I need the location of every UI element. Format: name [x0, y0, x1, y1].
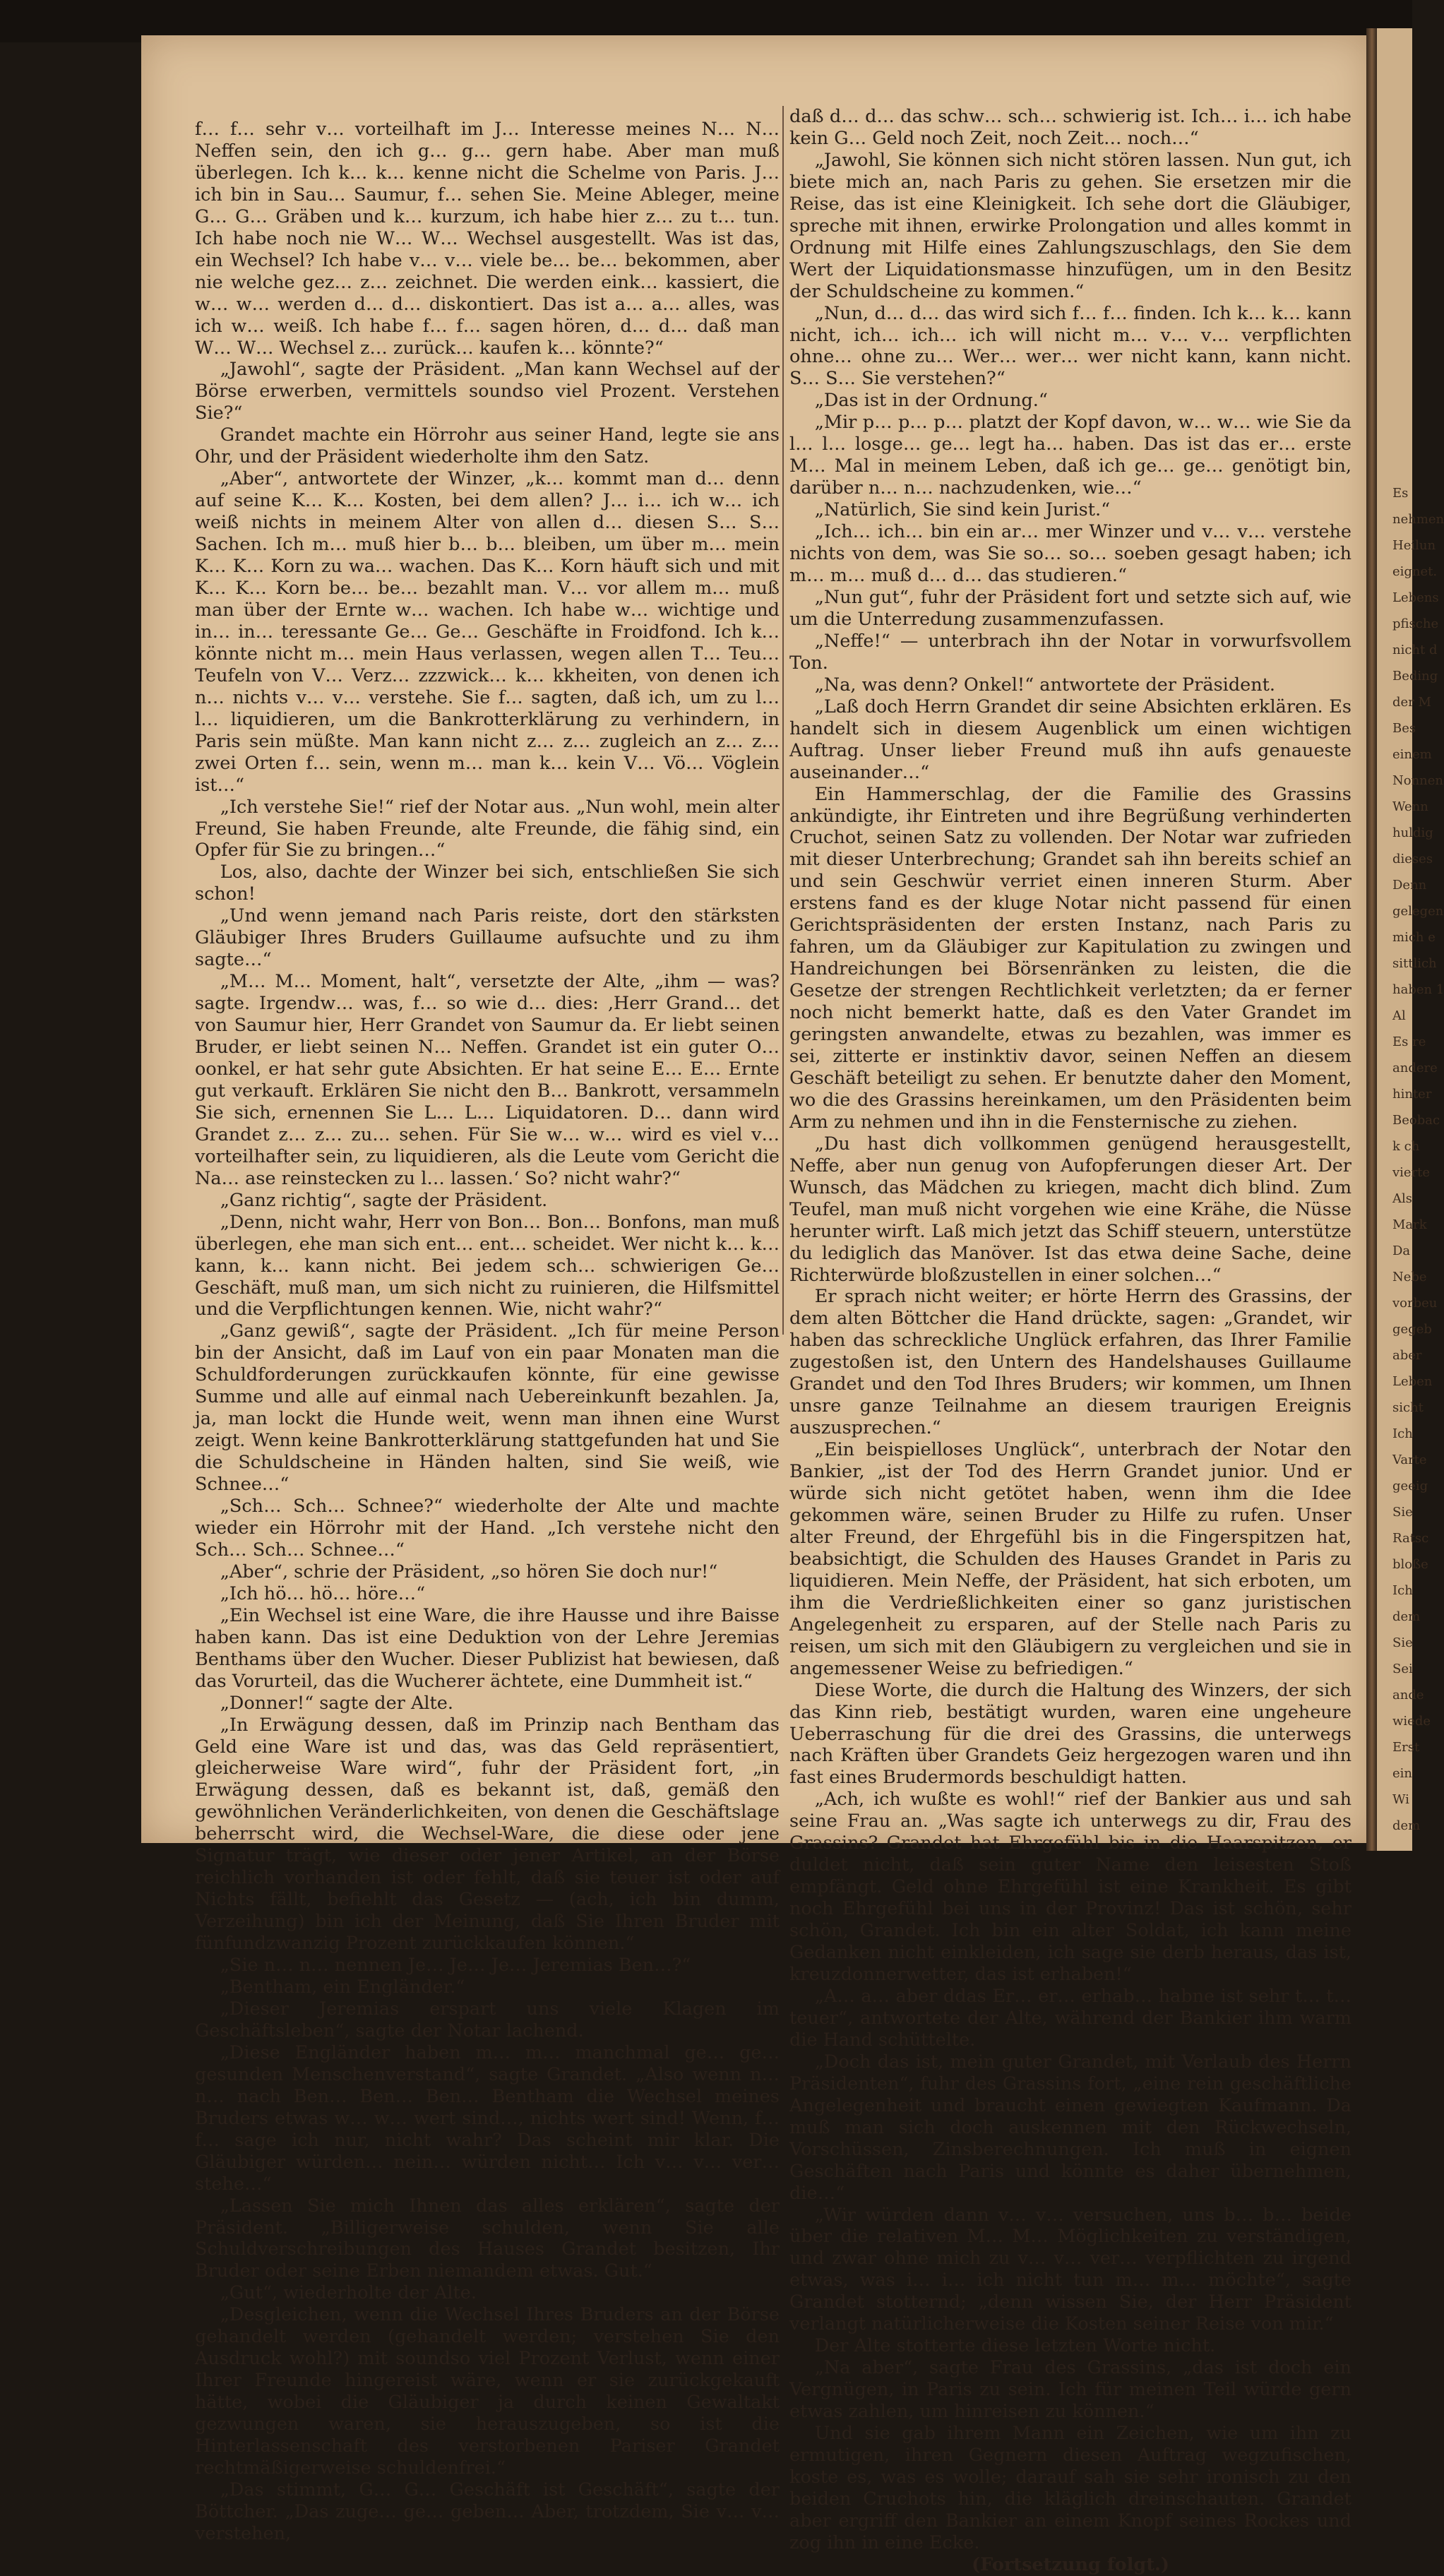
paragraph: Er sprach nicht weiter; er hörte Herrn des Grassins, der dem alten Böttcher die Hand drückte, sagen: „Grandet, wir haben das schreckliche Unglück erfahren, das Ihrer Familie zugestoßen ist, den Untern des Handelshauses Guillaume Grandet und den Tod Ihres Bruders; wir kommen, um Ihnen unsre ganze Teilnahme an diesem traurigen Ereignis auszusprechen.“: [789, 1286, 1351, 1439]
paragraph: „Ein beispielloses Unglück“, unterbrach der Notar den Bankier, „ist der Tod des Herrn Grandet junior. Und er würde sich nicht getötet haben, wenn ihm die Idee gekommen wäre, seinen Bruder zu Hilfe zu rufen. Unser alter Freund, der Ehrgefühl bis in die Fingerspitzen hat, beabsichtigt, die Schulden des Hauses Grandet in Paris zu liquidieren. Mein Neffe, der Präsident, hat sich erboten, um ihm die Verdrießlichkeiten einer so ganz juristischen Angelegenheit zu ersparen, auf der Stelle nach Paris zu reisen, um sich mit den Gläubigern zu vergleichen und sie in angemessener Weise zu befriedigen.“: [789, 1439, 1351, 1679]
paragraph: Und sie gab ihrem Mann ein Zeichen, wie um ihn zu ermutigen, ihren Gegnern diesen Auftrag wegzufischen, koste es, was es wolle; darauf sah sie sehr ironisch zu den beiden Cruchots hin, die kläglich dreinschauten. Grandet aber ergriff den Bankier an einem Knopf seines Rockes und zog ihn in eine Ecke.: [789, 2423, 1351, 2553]
paragraph: „A… a… aber ddas Er… er… erhab… habne ist sehr t… t… teuer“, antwortete der Alte, während der Bankier ihm warm die Hand schüttelte.: [789, 1985, 1351, 2051]
adjacent-page-fragment: Leben: [1392, 1374, 1433, 1389]
adjacent-page-fragment: Beobac: [1392, 1113, 1440, 1128]
adjacent-page-fragment: bloße: [1392, 1557, 1428, 1572]
paragraph: „Jawohl“, sagte der Präsident. „Man kann Wechsel auf der Börse erwerben, vermittels soundso viel Prozent. Verstehen Sie?“: [195, 359, 780, 424]
adjacent-page-fragment: dem: [1392, 1609, 1421, 1624]
paragraph: „Und wenn jemand nach Paris reiste, dort den stärksten Gläubiger Ihres Bruders Guillaume aufsuchte und zu ihm sagte…“: [195, 905, 780, 971]
adjacent-page-fragment: Es: [1392, 486, 1409, 501]
adjacent-page-fragment: vorbeu: [1392, 1296, 1438, 1311]
paragraph: „Diese Engländer haben m… m… manchmal ge… ge… gesunden Menschenverstand“, sagte Grandet. „Also wenn n… n… nach Ben… Ben… Ben… Bentham die Wechsel meines Bruders etwas w… w… wert sind…, nichts wert sind! Wenn, f… f… sage ich nur, nicht wahr? Das scheint mir klar. Die Gläubiger würden… nein… würden nicht… Ich v… v… ver… stehe…“: [195, 2041, 780, 2195]
adjacent-page-fragment: Erst: [1392, 1740, 1420, 1755]
adjacent-page-fragment: Al: [1392, 1008, 1406, 1023]
adjacent-page-fragment: Da: [1392, 1244, 1411, 1258]
paragraph: „Das stimmt, G… G… Geschäft ist Geschäft“, sagte der Böttcher. „Das zuge… ge… geben… Aber, trotzdem, Sie v… v… verstehen,: [195, 2479, 780, 2544]
right-column: [789, 106, 1351, 2576]
adjacent-page-fragment: Mark: [1392, 1217, 1427, 1232]
adjacent-page-fragment: einem: [1392, 747, 1432, 762]
paragraph: „Doch das ist, mein guter Grandet, mit Verlaub des Herrn Präsidenten“, fuhr des Grassins fort, „eine rein geschäftliche Angelegenheit und braucht einen gewiegten Kaufmann. Da muß man sich doch auskennen mit den Rückwechseln, Vorschüssen, Zinsberechnungen. Ich muß in eignen Geschäften nach Paris und könnte es daher übernehmen, die…“: [789, 2051, 1351, 2204]
adjacent-page-fragment: huldig: [1392, 825, 1433, 840]
paragraph: „Jawohl, Sie können sich nicht stören lassen. Nun gut, ich biete mich an, nach Paris zu gehen. Sie ersetzen mir die Reise, das ist eine Kleinigkeit. Ich sehe dort die Gläubiger, spreche mit ihnen, erwirke Prolongation und alles kommt in Ordnung mit Hilfe eines Zahlungszuschlags, den Sie dem Wert der Liquidationsmasse hinzufügen, um in den Besitz der Schuldscheine zu kommen.“: [789, 149, 1351, 302]
adjacent-page-fragment: Denn: [1392, 878, 1427, 893]
adjacent-page-fragment: Lebens: [1392, 590, 1439, 605]
paragraph: „Natürlich, Sie sind kein Jurist.“: [814, 499, 1111, 521]
adjacent-page-fragment: dem: [1392, 1818, 1421, 1833]
adjacent-page-fragment: Es re: [1392, 1034, 1426, 1049]
book-spine: [1366, 28, 1378, 1851]
paragraph: „Ein Wechsel ist eine Ware, die ihre Hausse und ihre Baisse haben kann. Das ist eine Deduktion von der Lehre Jeremias Benthams über den Wucher. Dieser Publizist hat bewiesen, daß das Vorurteil, das die Wucherer ächtete, eine Dummheit ist.“: [195, 1604, 780, 1692]
paragraph: Los, also, dachte der Winzer bei sich, entschließen Sie sich schon!: [195, 861, 780, 905]
adjacent-page-fragment: Varte: [1392, 1453, 1427, 1467]
paragraph: „Nun, d… d… das wird sich f… f… finden. Ich k… k… kann nicht, ich… ich… ich will nicht m… v… v… verpflichten ohne… ohne zu… Wer… wer… wer nicht kann, kann nicht. S… S… Sie verstehen?“: [789, 302, 1351, 390]
paragraph: „Na, was denn? Onkel!“ antwortete der Präsident.: [814, 674, 1276, 696]
paragraph: „Na aber“, sagte Frau des Grassins, „das ist doch ein Vergnügen, in Paris zu sein. Ich für meinen Teil würde gern etwas zahlen, um hinreisen zu können.“: [789, 2357, 1351, 2423]
adjacent-page-fragment: aber: [1392, 1348, 1422, 1363]
paragraph: „Desgleichen, wenn die Wechsel Ihres Bruders an der Börse gehandelt werden (gehandelt werden; verstehen Sie den Ausdruck wohl?) mit soundso viel Prozent Verlust, wenn einer Ihrer Freunde hingereist wäre, wenn er sie zurückgekauft hätte, wobei die Gläubiger ja durch keinen Gewaltakt gezwungen waren, sie herauszugeben, so ist die Hinterlassenschaft des verstorbenen Pariser Grandet rechtmäßigerweise schuldenfrei.“: [195, 2304, 780, 2479]
adjacent-page-fragment: andere: [1392, 1061, 1438, 1075]
paragraph: Diese Worte, die durch die Haltung des Winzers, der sich das Kinn rieb, bestätigt wurden, waren eine ungeheure Ueberraschung für die drei des Grassins, die unterwegs nach Kräften über Grandets Geiz hergezogen waren und ihn fast eines Brudermords beschuldigt hatten.: [789, 1679, 1351, 1789]
continuation-note: (Fortsetzung folgt.): [972, 2553, 1169, 2575]
adjacent-page-fragment: Heilun: [1392, 538, 1436, 553]
adjacent-page-fragment: geeig: [1392, 1479, 1428, 1493]
paragraph: Grandet machte ein Hörrohr aus seiner Hand, legte sie ans Ohr, und der Präsident wiederholte ihm den Satz.: [195, 424, 780, 468]
adjacent-page-fragment: pfische: [1392, 616, 1439, 631]
adjacent-page-fragment: wiede: [1392, 1714, 1431, 1729]
paragraph: „Sch… Sch… Schnee?“ wiederholte der Alte und machte wieder ein Hörrohr mit der Hand. „Ich verstehe nicht den Sch… Sch… Schnee…“: [195, 1496, 780, 1561]
paragraph: „Mir p… p… p… platzt der Kopf davon, w… w… wie Sie da l… l… losge… ge… legt ha… haben. Das ist das er… erste M… Mal in meinem Leben, daß ich ge… ge… genötigt bin, darüber n… n… nachzudenken, wie…“: [789, 412, 1351, 499]
paragraph: „Bentham, ein Engländer.“: [220, 1976, 465, 1998]
adjacent-page-fragment: eignet.: [1392, 564, 1438, 579]
paragraph: „Du hast dich vollkommen genügend herausgestellt, Neffe, aber nun genug von Aufopferungen dieser Art. Der Wunsch, das Mädchen zu kriegen, macht dich blind. Zum Teufel, man muß nicht vorgehen wie eine Krähe, die Nüsse herunter wirft. Laß mich jetzt das Schiff steuern, unterstütze du lediglich das Manöver. Ist das etwa deine Sache, deine Richterwürde bloßzustellen in einer solchen…“: [789, 1133, 1351, 1286]
paragraph: „Ganz richtig“, sagte der Präsident.: [220, 1189, 548, 1211]
adjacent-page-fragment: ande: [1392, 1688, 1424, 1703]
adjacent-page-fragment: Ich: [1392, 1583, 1413, 1598]
adjacent-page-fragment: mich e: [1392, 930, 1436, 945]
paragraph: „Ich… ich… bin ein ar… mer Winzer und v… v… verstehe nichts von dem, was Sie so… so… soeben gesagt haben; ich m… m… muß d… d… das studieren.“: [789, 521, 1351, 587]
adjacent-page-fragment: Wi: [1392, 1792, 1409, 1807]
paragraph: „Ach, ich wußte es wohl!“ rief der Bankier aus und sah seine Frau an. „Was sagte ich unterwegs zu dir, Frau des Grassins? Grandet hat Ehrgefühl bis in die Haarspitzen, er duldet nicht, daß sein guter Name den leisesten Stoß empfängt. Geld ohne Ehrgefühl ist eine Krankheit. Es gibt noch Ehrgefühl bei uns in der Provinz! Das ist schön, sehr schön, Grandet. Ich bin ein alter Soldat, ich kann meine Gedanken nicht einkleiden, ich sage sie derb heraus, das ist, kreuzdonnerwetter, das ist erhaben!“: [789, 1789, 1351, 1986]
adjacent-page-fragment: Nonnen: [1392, 773, 1444, 788]
adjacent-page-fragment: Ich: [1392, 1426, 1413, 1441]
paragraph: „Laß doch Herrn Grandet dir seine Absichten erklären. Es handelt sich in diesem Augenblick um einen wichtigen Auftrag. Unser lieber Freund muß ihn aufs genaueste auseinander…“: [789, 696, 1351, 783]
adjacent-page-fragment: vierte: [1392, 1165, 1431, 1180]
adjacent-page-fragment: dieses: [1392, 852, 1433, 866]
paragraph: „Lassen Sie mich Ihnen das alles erklären“, sagte der Präsident. „Billigerweise schulden, wenn Sie alle Schuldverschreibungen des Hauses Grandet besitzen, Ihr Bruder oder seine Erben niemandem etwas. Gut.“: [195, 2195, 780, 2282]
adjacent-page-fragment: Ratsc: [1392, 1531, 1429, 1546]
paragraph: „Ich verstehe Sie!“ rief der Notar aus. „Nun wohl, mein alter Freund, Sie haben Freunde, alte Freunde, die fähig sind, ein Opfer für Sie zu bringen…“: [195, 796, 780, 861]
left-column: [195, 119, 780, 2545]
adjacent-page-fragment: Beding: [1392, 669, 1438, 684]
adjacent-page-fragment: gelegen: [1392, 904, 1444, 919]
adjacent-page-fragment: nicht d: [1392, 643, 1438, 657]
paragraph: „Ich hö… hö… höre…“: [220, 1582, 426, 1604]
adjacent-page-edge: [1377, 28, 1444, 1851]
adjacent-page-fragment: Wenn: [1392, 799, 1428, 814]
adjacent-page-fragment: hinter: [1392, 1087, 1432, 1102]
adjacent-page-fragment: sicht: [1392, 1400, 1424, 1415]
column-divider: [782, 106, 784, 1335]
paragraph: „Das ist in der Ordnung.“: [814, 390, 1048, 412]
adjacent-page-fragment: nehmen: [1392, 512, 1444, 527]
paragraph: „Gut“, wiederholte der Alte.: [220, 2282, 477, 2304]
adjacent-page-fragment: der M: [1392, 695, 1431, 710]
paragraph: f… f… sehr v… vorteilhaft im J… Interesse meines N… N… Neffen sein, den ich g… g… gern habe. Aber man muß überlegen. Ich k… k… kenne nicht die Schelme von Paris. J… ich bin in Sau… Saumur, f… sehen Sie. Meine Ableger, meine G… G… Gräben und k… kurzum, ich habe hier z… zu t… tun. Ich habe noch nie W… W… Wechsel ausgestellt. Was ist das, ein Wechsel? Ich habe v… v… viele be… be… bekommen, aber nie welche gez… z… zeichnet. Die werden eink… kassiert, die w… w… werden d… d… diskontiert. Das ist a… a… alles, was ich w… weiß. Ich habe f… f… sagen hören, d… d… daß man W… W… Wechsel z… zurück… kaufen k… könnte?“: [195, 119, 780, 359]
paragraph: „M… M… Moment, halt“, versetzte der Alte, „ihm — was? sagte. Irgendw… was, f… so wie d… dies: ‚Herr Grand… det von Saumur hier, Herr Grandet von Saumur da. Er liebt seinen Bruder, er liebt seinen N… Neffen. Grandet ist ein guter O… oonkel, er hat sehr gute Absichten. Er hat seine E… E… Ernte gut verkauft. Erklären Sie nicht den B… Bankrott, versammeln Sie sich, ernennen Sie L… L… Liquidatoren. D… dann wird Grandet z… z… zu… sehen. Für Sie w… w… wird es viel v… vorteilhafter sein, zu liquidieren, als die Leute vom Gericht die Na… ase reinstecken zu l… lassen.‘ So? nicht wahr?“: [195, 971, 780, 1189]
adjacent-page-fragment: haben 1: [1392, 982, 1444, 997]
paragraph: „Wir würden dann v… v… versuchen, uns b… b… beide über die relativen M… M… Möglichkeiten zu verständigen, und zwar ohne mich zu v… v… ver… verpflichten zu irgend etwas, was i… i… ich nicht tun m… m… möchte“, sagte Grandet stotternd; „denn wissen Sie, der Herr Präsident verlangt natürlicherweise die Kosten seiner Reise von mir.“: [789, 2204, 1351, 2335]
adjacent-page-fragment: Nebe: [1392, 1270, 1427, 1284]
paragraph: „Aber“, antwortete der Winzer, „k… kommt man d… denn auf seine K… K… Kosten, bei dem allen? J… i… ich w… ich weiß nichts in meinem Alter von allen d… diesen S… S… Sachen. Ich m… muß hier b… b… bleiben, um über m… mein K… K… Korn zu wa… wachen. Das K… Korn häuft sich und mit K… K… Korn be… be… bezahlt man. V… vor allem m… muß man über der Ernte w… wachen. Ich habe w… wichtige und in… in… teressante Ge… Ge… Geschäfte in Froidfond. Ich k… könnte nicht m… mein Haus verlassen, wegen allen T… Teu… Teufeln von V… Verz… zzzwick… k… kkheiten, von denen ich n… nichts v… v… verstehe. Sie f… sagten, daß ich, um zu l… l… liquidieren, um die Bankrotterklärung zu verhindern, in Paris sein müßte. Man kann nicht z… z… zugleich an z… z… zwei Orten f… sein, wenn m… man k… kein V… Vö… Vöglein ist…“: [195, 468, 780, 796]
adjacent-page-fragment: Bes: [1392, 721, 1416, 736]
paragraph: „In Erwägung dessen, daß im Prinzip nach Bentham das Geld eine Ware ist und das, was das Geld repräsentiert, gleicherweise Ware wird“, fuhr der Präsident fort, „in Erwägung dessen, daß es bekannt ist, daß, gemäß den gewöhnlichen Veränderlichkeiten, von denen die Geschäftslage beherrscht wird, die Wechsel-Ware, die diese oder jene Signatur trägt, wie dieser oder jener Artikel, an der Börse reichlich vorhanden ist oder fehlt, daß sie teuer ist oder auf Nichts fällt, befiehlt das Gesetz — (ach, ich bin dumm, Verzeihung) bin ich der Meinung, daß Sie Ihren Bruder mit fünfundzwanzig Prozent zurückkaufen können.“: [195, 1714, 780, 1955]
paragraph: „Dieser Jeremias erspart uns viele Klagen im Geschäftsleben“, sagte der Notar lachend.: [195, 1998, 780, 2041]
paragraph: „Neffe!“ — unterbrach ihn der Notar in vorwurfsvollem Ton.: [789, 630, 1351, 674]
paragraph: „Aber“, schrie der Präsident, „so hören Sie doch nur!“: [220, 1561, 718, 1582]
paragraph: daß d… d… das schw… sch… schwierig ist. Ich… i… ich habe kein G… Geld noch Zeit, noch Zeit… noch…“: [789, 106, 1351, 149]
adjacent-page-text: [1377, 480, 1444, 1839]
paragraph: „Nun gut“, fuhr der Präsident fort und setzte sich auf, wie um die Unterredung zusammenzufassen.: [789, 586, 1351, 630]
adjacent-page-fragment: Sei: [1392, 1662, 1413, 1676]
paragraph: Der Alte stotterte diese letzten Worte nicht.: [814, 2335, 1216, 2357]
paragraph: „Sie n… n… nennen Je… Je… Je… Jeremias Ben…?“: [220, 1955, 691, 1976]
adjacent-page-fragment: ein: [1392, 1766, 1413, 1781]
paragraph: „Denn, nicht wahr, Herr von Bon… Bon… Bonfons, man muß überlegen, ehe man sich ent… ent… scheidet. Wer nicht k… k… kann, k… kann nicht. Bei jedem sch… schwierigen Ge… Geschäft, muß man, um sich nicht zu ruinieren, die Hilfsmittel und die Verpflichtungen kennen. Wie, nicht wahr?“: [195, 1211, 780, 1320]
adjacent-page-fragment: Als: [1392, 1191, 1412, 1206]
adjacent-page-fragment: sittlich: [1392, 956, 1437, 971]
adjacent-page-fragment: k ch: [1392, 1139, 1420, 1154]
adjacent-page-fragment: gegeb: [1392, 1322, 1432, 1337]
paragraph: „Donner!“ sagte der Alte.: [220, 1692, 453, 1714]
adjacent-page-fragment: Sie: [1392, 1635, 1413, 1650]
adjacent-page-fragment: Sie: [1392, 1505, 1413, 1520]
paragraph: Ein Hammerschlag, der die Familie des Grassins ankündigte, ihr Eintreten und ihre Begrüßung verhinderten Cruchot, seinen Satz zu vollenden. Der Notar war zufrieden mit dieser Unterbrechung; Grandet sah ihn bereits schief an und sein Geschwür verriet einen inneren Sturm. Aber erstens fand es der kluge Notar nicht passend für einen Gerichtspräsidenten der ersten Instanz, nach Paris zu fahren, um da Gläubiger zur Kapitulation zu zwingen und Handreichungen bei Börsenränken zu leisten, die die Gesetze der strengen Rechtlichkeit verletzten; da er ferner noch nicht bemerkt hatte, daß es den Vater Grandet im geringsten anwandelte, etwas zu bezahlen, was immer es sei, zitterte er instinktiv davor, seinen Neffen an diesem Geschäft beteiligt zu sehen. Er benutzte daher den Moment, wo die des Grassins hereinkamen, um den Präsidenten beim Arm zu nehmen und ihn in die Fensternische zu ziehen.: [789, 783, 1351, 1133]
paragraph: „Ganz gewiß“, sagte der Präsident. „Ich für meine Person bin der Ansicht, daß im Lauf von ein paar Monaten man die Schuldforderungen zurückkaufen könnte, für eine gewisse Summe und alle auf einmal nach Uebereinkunft bezahlen. Ja, ja, man lockt die Hunde weit, wenn man ihnen eine Wurst zeigt. Wenn keine Bankrotterklärung stattgefunden hat und Sie die Schuldscheine in Händen halten, sind Sie weiß, wie Schnee…“: [195, 1320, 780, 1496]
